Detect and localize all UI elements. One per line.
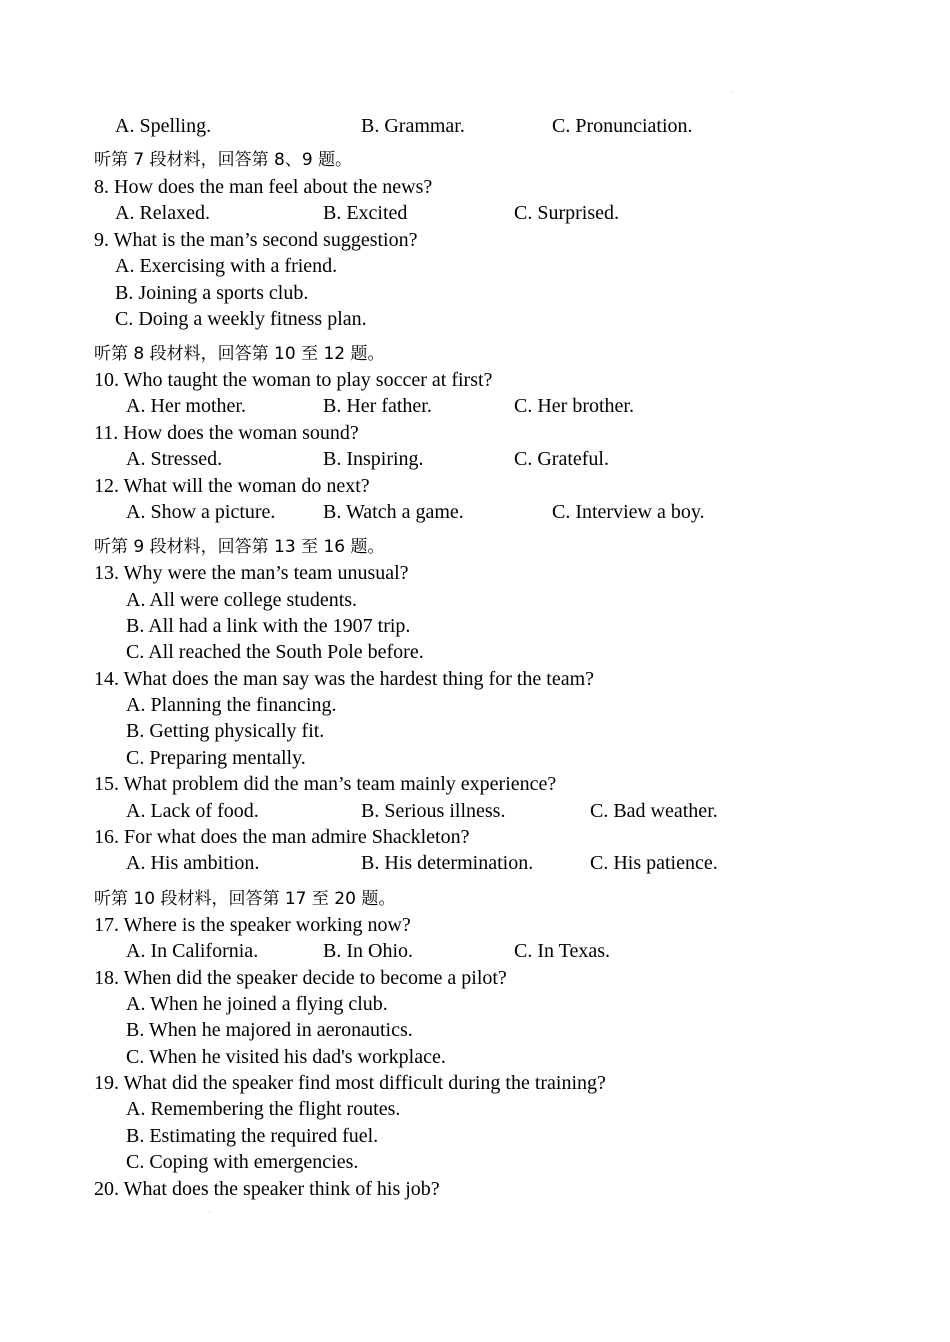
- q15-option-c: C. Bad weather.: [590, 800, 718, 822]
- section-7-heading: 听第 7 段材料，回答第 8、9 题。: [94, 150, 353, 170]
- scan-speck: [209, 1211, 210, 1212]
- q15-option-b: B. Serious illness.: [361, 800, 506, 822]
- q19-option-a: A. Remembering the flight routes.: [126, 1098, 401, 1120]
- q11-option-a: A. Stressed.: [126, 448, 223, 470]
- q9-option-b: B. Joining a sports club.: [115, 282, 309, 304]
- q13-option-b: B. All had a link with the 1907 trip.: [126, 615, 411, 637]
- q10-question: 10. Who taught the woman to play soccer at first?: [94, 369, 493, 391]
- q9-question: 9. What is the man’s second suggestion?: [94, 229, 418, 251]
- q9-option-c: C. Doing a weekly fitness plan.: [115, 308, 367, 330]
- q14-option-b: B. Getting physically fit.: [126, 720, 325, 742]
- section-8-heading: 听第 8 段材料，回答第 10 至 12 题。: [94, 344, 385, 364]
- q16-option-a: A. His ambition.: [126, 852, 260, 874]
- q7-option-a: A. Spelling.: [115, 115, 212, 137]
- q8-option-a: A. Relaxed.: [115, 202, 210, 224]
- q10-option-c: C. Her brother.: [514, 395, 634, 417]
- q11-option-c: C. Grateful.: [514, 448, 609, 470]
- scan-speck: [731, 92, 732, 93]
- q18-option-a: A. When he joined a flying club.: [126, 993, 388, 1015]
- q10-option-a: A. Her mother.: [126, 395, 246, 417]
- q19-option-b: B. Estimating the required fuel.: [126, 1125, 379, 1147]
- q15-option-a: A. Lack of food.: [126, 800, 259, 822]
- q14-option-c: C. Preparing mentally.: [126, 747, 306, 769]
- q14-option-a: A. Planning the financing.: [126, 694, 337, 716]
- q12-question: 12. What will the woman do next?: [94, 475, 370, 497]
- q8-option-c: C. Surprised.: [514, 202, 619, 224]
- section-10-heading: 听第 10 段材料，回答第 17 至 20 题。: [94, 889, 396, 909]
- q11-option-b: B. Inspiring.: [323, 448, 424, 470]
- section-9-heading: 听第 9 段材料，回答第 13 至 16 题。: [94, 537, 385, 557]
- q13-question: 13. Why were the man’s team unusual?: [94, 562, 409, 584]
- q16-option-c: C. His patience.: [590, 852, 718, 874]
- q19-option-c: C. Coping with emergencies.: [126, 1151, 359, 1173]
- q17-option-a: A. In California.: [126, 940, 259, 962]
- q17-question: 17. Where is the speaker working now?: [94, 914, 411, 936]
- q18-option-c: C. When he visited his dad's workplace.: [126, 1046, 446, 1068]
- q10-option-b: B. Her father.: [323, 395, 432, 417]
- q12-option-a: A. Show a picture.: [126, 501, 276, 523]
- q7-option-b: B. Grammar.: [361, 115, 465, 137]
- q18-option-b: B. When he majored in aeronautics.: [126, 1019, 413, 1041]
- q8-option-b: B. Excited: [323, 202, 408, 224]
- q17-option-b: B. In Ohio.: [323, 940, 413, 962]
- q19-question: 19. What did the speaker find most difficult during the training?: [94, 1072, 606, 1094]
- q7-option-c: C. Pronunciation.: [552, 115, 693, 137]
- q15-question: 15. What problem did the man’s team mainly experience?: [94, 773, 557, 795]
- q20-question: 20. What does the speaker think of his job?: [94, 1178, 440, 1200]
- q17-option-c: C. In Texas.: [514, 940, 610, 962]
- q13-option-a: A. All were college students.: [126, 589, 358, 611]
- q8-question: 8. How does the man feel about the news?: [94, 176, 433, 198]
- q18-question: 18. When did the speaker decide to become a pilot?: [94, 967, 507, 989]
- q11-question: 11. How does the woman sound?: [94, 422, 359, 444]
- q14-question: 14. What does the man say was the hardest thing for the team?: [94, 668, 595, 690]
- q13-option-c: C. All reached the South Pole before.: [126, 641, 424, 663]
- q12-option-b: B. Watch a game.: [323, 501, 464, 523]
- q16-option-b: B. His determination.: [361, 852, 534, 874]
- q12-option-c: C. Interview a boy.: [552, 501, 705, 523]
- q16-question: 16. For what does the man admire Shackleton?: [94, 826, 470, 848]
- q9-option-a: A. Exercising with a friend.: [115, 255, 338, 277]
